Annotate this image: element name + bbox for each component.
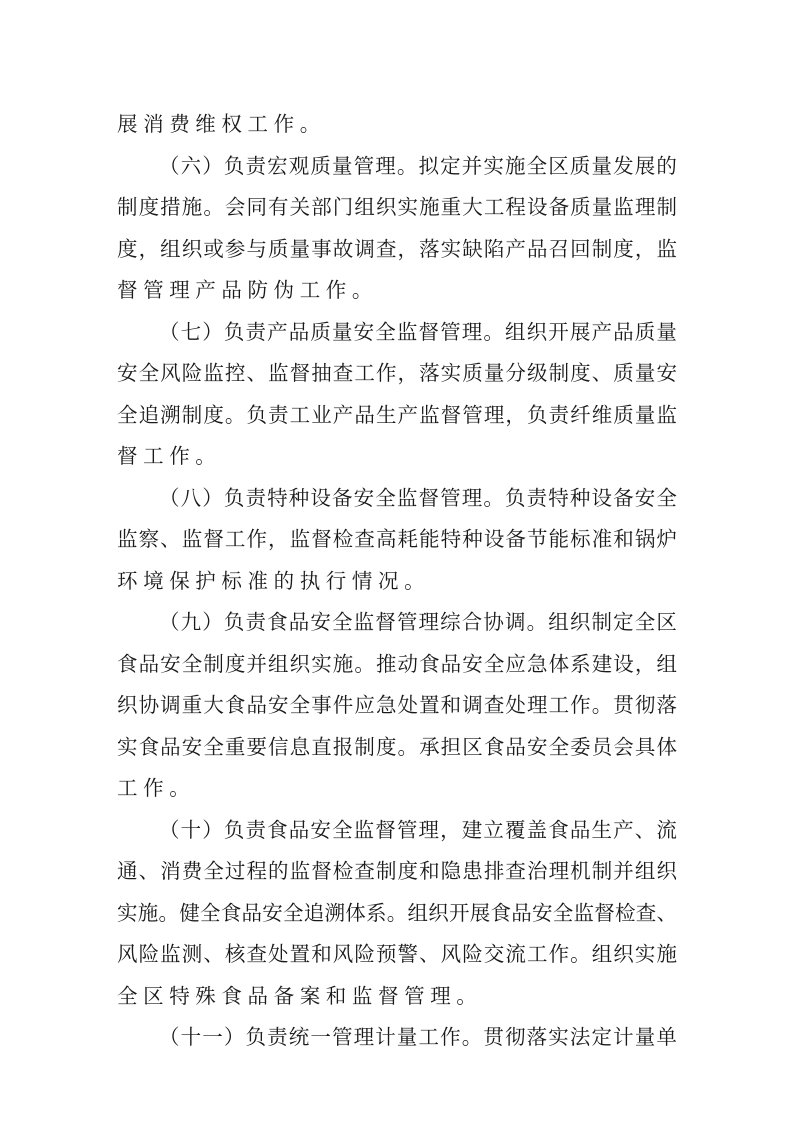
text-line: （ 六 ） 负 责 宏 观 质 量 管 理 。 拟 定 并 实 施 全 区 质 量 发 展 的 (159, 153, 677, 178)
text-line: （ 八 ） 负 责 特 种 设 备 安 全 监 督 管 理 。 负 责 特 种 设 备 安 全 (159, 485, 677, 510)
text-line: 环境保护标准的执行情况。 (117, 568, 431, 593)
text-line: 通 、 消 费 全 过 程 的 监 督 检 查 制 度 和 隐 患 排 查 治 理 机 制 并 组 织 (117, 859, 677, 883)
text-line: 风 险 监 测 、 核 查 处 置 和 风 险 预 警 、 风 险 交 流 工 作 。 组 织 实 施 (117, 942, 677, 966)
text-line: 食 品 安 全 制 度 并 组 织 实 施 。 推 动 食 品 安 全 应 急 体 系 建 设 ， 组 (117, 651, 677, 676)
text-line: （ 九 ） 负 责 食 品 安 全 监 督 管 理 综 合 协 调 。 组 织 制 定 全 区 (159, 610, 677, 634)
document-body (117, 104, 677, 1059)
text-line: （ 七 ） 负 责 产 品 质 量 安 全 监 督 管 理 。 组 织 开 展 产 品 质 量 (159, 319, 677, 344)
text-line: 织 协 调 重 大 食 品 安 全 事 件 应 急 处 置 和 调 查 处 理 工 作 。 贯 彻 落 (117, 693, 677, 717)
text-line: （ 十 一 ） 负 责 统 一 管 理 计 量 工 作 。 贯 彻 落 实 法 定 计 量 单 (159, 1025, 677, 1049)
text-line: 实 食 品 安 全 重 要 信 息 直 报 制 度 。 承 担 区 食 品 安 全 委 员 会 具 体 (117, 734, 677, 759)
text-line: 监 察 、 监 督 工 作 ， 监 督 检 查 高 耗 能 特 种 设 备 节 能 标 准 和 锅 炉 (117, 527, 677, 551)
text-line: 督工作。 (117, 444, 222, 468)
text-line: 全区特殊食品备案和监督管理。 (117, 983, 483, 1008)
text-line: 制 度 措 施 。 会 同 有 关 部 门 组 织 实 施 重 大 工 程 设 备 质 量 监 理 制 (117, 195, 677, 219)
text-line: 全 追 溯 制 度 。 负 责 工 业 产 品 生 产 监 督 管 理 ， 负 责 纤 维 质 量 监 (117, 402, 677, 427)
text-line: （ 十 ） 负 责 食 品 安 全 监 督 管 理 ， 建 立 覆 盖 食 品 生 产 、 流 (159, 817, 677, 842)
text-line: 实 施 。 健 全 食 品 安 全 追 溯 体 系 。 组 织 开 展 食 品 安 全 监 督 检 查 、 (117, 900, 677, 925)
text-line: 度 ， 组 织 或 参 与 质 量 事 故 调 查 ， 落 实 缺 陷 产 品 召 回 制 度 ， 监 (117, 236, 677, 261)
text-line: 督管理产品防伪工作。 (117, 278, 378, 302)
text-line: 安 全 风 险 监 控 、 监 督 抽 查 工 作 ， 落 实 质 量 分 级 制 度 、 质 量 安 (117, 361, 677, 385)
text-line: 工作。 (117, 776, 196, 800)
text-line: 展消费维权工作。 (117, 112, 326, 136)
